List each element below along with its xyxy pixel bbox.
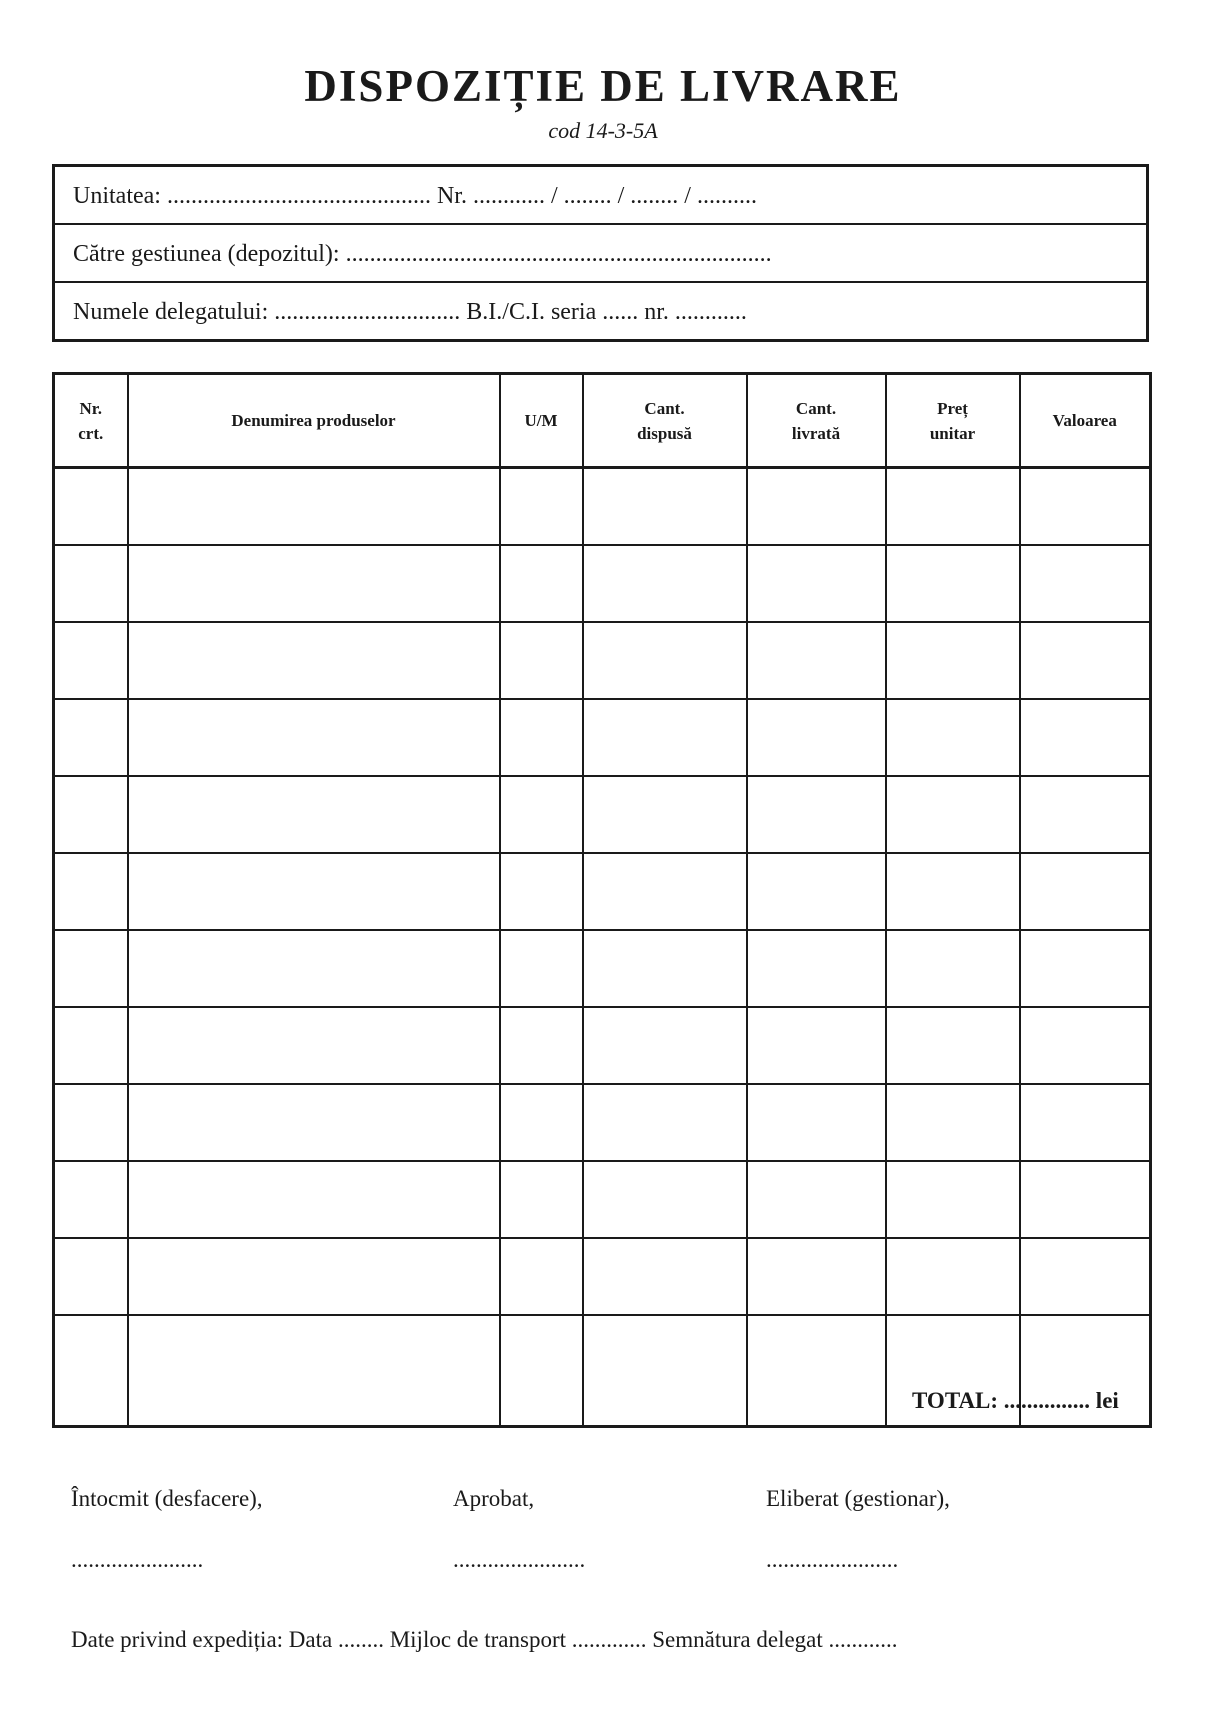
header-product-name: Denumirea produselor [128,374,500,468]
cell-unit-price[interactable] [886,853,1020,930]
cell-qty-ordered[interactable] [583,1315,747,1427]
document-code: cod 14-3-5A [548,118,658,143]
cell-product[interactable] [128,699,500,776]
cell-qty-delivered[interactable] [747,930,886,1007]
cell-value[interactable] [1020,776,1151,853]
cell-qty-ordered[interactable] [583,776,747,853]
cell-qty-delivered[interactable] [747,1238,886,1315]
cell-qty-ordered[interactable] [583,699,747,776]
header-qty-ordered [583,374,747,468]
table-row [54,853,1151,930]
cell-um[interactable] [500,1238,583,1315]
cell-qty-delivered[interactable] [747,1007,886,1084]
approved-by-label: Aprobat, [453,1486,535,1511]
cell-product[interactable] [128,1238,500,1315]
shipping-details-line[interactable]: Date privind expediția: Data ........ Mijloc de transport ............. Semnătura delegat ............ [71,1627,898,1652]
cell-qty-delivered[interactable] [747,853,886,930]
table-row [54,1238,1151,1315]
cell-qty-delivered[interactable] [747,776,886,853]
cell-um[interactable] [500,853,583,930]
cell-qty-ordered[interactable] [583,1007,747,1084]
delegate-field-line[interactable]: Numele delegatului: ............................... B.I./C.I. seria ...... nr. ............ [73,299,747,325]
cell-qty-ordered[interactable] [583,468,747,545]
cell-unit-price[interactable] [886,468,1020,545]
table-row [54,1007,1151,1084]
cell-value[interactable] [1020,622,1151,699]
cell-nr[interactable] [54,545,128,622]
cell-qty-delivered[interactable] [747,1161,886,1238]
cell-nr[interactable] [54,699,128,776]
cell-value[interactable] [1020,545,1151,622]
cell-product[interactable] [128,1007,500,1084]
table-header-row [54,374,1151,468]
cell-um[interactable] [500,1315,583,1427]
cell-unit-price[interactable] [886,622,1020,699]
cell-nr[interactable] [54,622,128,699]
cell-um[interactable] [500,1007,583,1084]
cell-nr[interactable] [54,853,128,930]
cell-qty-ordered[interactable] [583,930,747,1007]
cell-unit-price[interactable] [886,776,1020,853]
cell-qty-delivered[interactable] [747,468,886,545]
cell-unit-price[interactable] [886,1084,1020,1161]
cell-qty-ordered[interactable] [583,853,747,930]
cell-product[interactable] [128,545,500,622]
cell-qty-ordered[interactable] [583,1084,747,1161]
cell-product[interactable] [128,1084,500,1161]
cell-qty-ordered[interactable] [583,545,747,622]
header-qty-delivered-line2: livrată [791,423,841,443]
cell-unit-price[interactable] [886,1238,1020,1315]
cell-product[interactable] [128,853,500,930]
cell-product[interactable] [128,1315,500,1427]
cell-value[interactable] [1020,468,1151,545]
cell-um[interactable] [500,776,583,853]
cell-nr[interactable] [54,1084,128,1161]
approved-by-signature-line[interactable]: ....................... [453,1547,586,1572]
cell-nr[interactable] [54,1315,128,1427]
cell-product[interactable] [128,1161,500,1238]
cell-nr[interactable] [54,776,128,853]
cell-nr[interactable] [54,1161,128,1238]
header-nr-line2: crt. [78,423,104,443]
cell-value[interactable] [1020,699,1151,776]
cell-nr[interactable] [54,930,128,1007]
header-unit-price [886,374,1020,468]
cell-um[interactable] [500,468,583,545]
unit-field-line[interactable]: Unitatea: ............................................ Nr. ............ / ........ / ........ / .......... [55,167,1146,225]
cell-qty-ordered[interactable] [583,1238,747,1315]
header-um: U/M [500,374,583,468]
cell-qty-delivered[interactable] [747,545,886,622]
cell-nr[interactable] [54,468,128,545]
cell-um[interactable] [500,930,583,1007]
header-qty-ordered-line1: Cant. [644,398,685,418]
header-qty-delivered [747,374,886,468]
cell-um[interactable] [500,622,583,699]
table-row [54,776,1151,853]
cell-qty-delivered[interactable] [747,1084,886,1161]
cell-value[interactable] [1020,1161,1151,1238]
cell-qty-delivered[interactable] [747,699,886,776]
cell-um[interactable] [500,1084,583,1161]
cell-unit-price[interactable] [886,1161,1020,1238]
cell-nr[interactable] [54,1007,128,1084]
cell-nr[interactable] [54,1238,128,1315]
cell-value[interactable] [1020,1007,1151,1084]
table-row [54,1161,1151,1238]
header-qty-ordered-line2: dispusă [637,423,692,443]
table-row [54,1084,1151,1161]
cell-product[interactable] [128,468,500,545]
table-row [54,545,1151,622]
cell-qty-delivered[interactable] [747,1315,886,1427]
cell-um[interactable] [500,1161,583,1238]
cell-qty-delivered[interactable] [747,622,886,699]
header-value: Valoarea [1020,374,1151,468]
products-table [52,372,1152,1428]
header-unit-price-line1: Preț [937,398,968,418]
cell-value[interactable] [1020,1238,1151,1315]
table-row [54,699,1151,776]
cell-product[interactable] [128,776,500,853]
cell-value[interactable] [1020,930,1151,1007]
released-by-signature-line[interactable]: ....................... [766,1547,899,1572]
table-row [54,930,1151,1007]
cell-unit-price[interactable] [886,1007,1020,1084]
cell-product[interactable] [128,622,500,699]
header-info-box [52,164,1149,342]
table-row [54,622,1151,699]
cell-value[interactable] [1020,853,1151,930]
header-nr-crt [54,374,128,468]
cell-unit-price[interactable] [886,930,1020,1007]
cell-qty-ordered[interactable] [583,1161,747,1238]
cell-product[interactable] [128,930,500,1007]
cell-um[interactable] [500,545,583,622]
cell-unit-price[interactable] [886,545,1020,622]
header-qty-delivered-line1: Cant. [795,398,837,418]
prepared-by-label: Întocmit (desfacere), [71,1486,263,1511]
document-title: DISPOZIȚIE DE LIVRARE [304,61,902,111]
warehouse-field-line[interactable]: Către gestiunea (depozitul): ....................................................................... [55,225,1146,283]
cell-qty-ordered[interactable] [583,622,747,699]
header-nr-line1: Nr. [79,398,102,418]
table-row [54,468,1151,545]
cell-unit-price[interactable] [886,699,1020,776]
prepared-by-signature-line[interactable]: ....................... [71,1547,204,1572]
cell-value[interactable] [1020,1084,1151,1161]
total-line[interactable]: TOTAL: ............... lei [912,1388,1119,1413]
header-unit-price-line2: unitar [929,423,976,443]
released-by-label: Eliberat (gestionar), [766,1486,950,1511]
cell-um[interactable] [500,699,583,776]
